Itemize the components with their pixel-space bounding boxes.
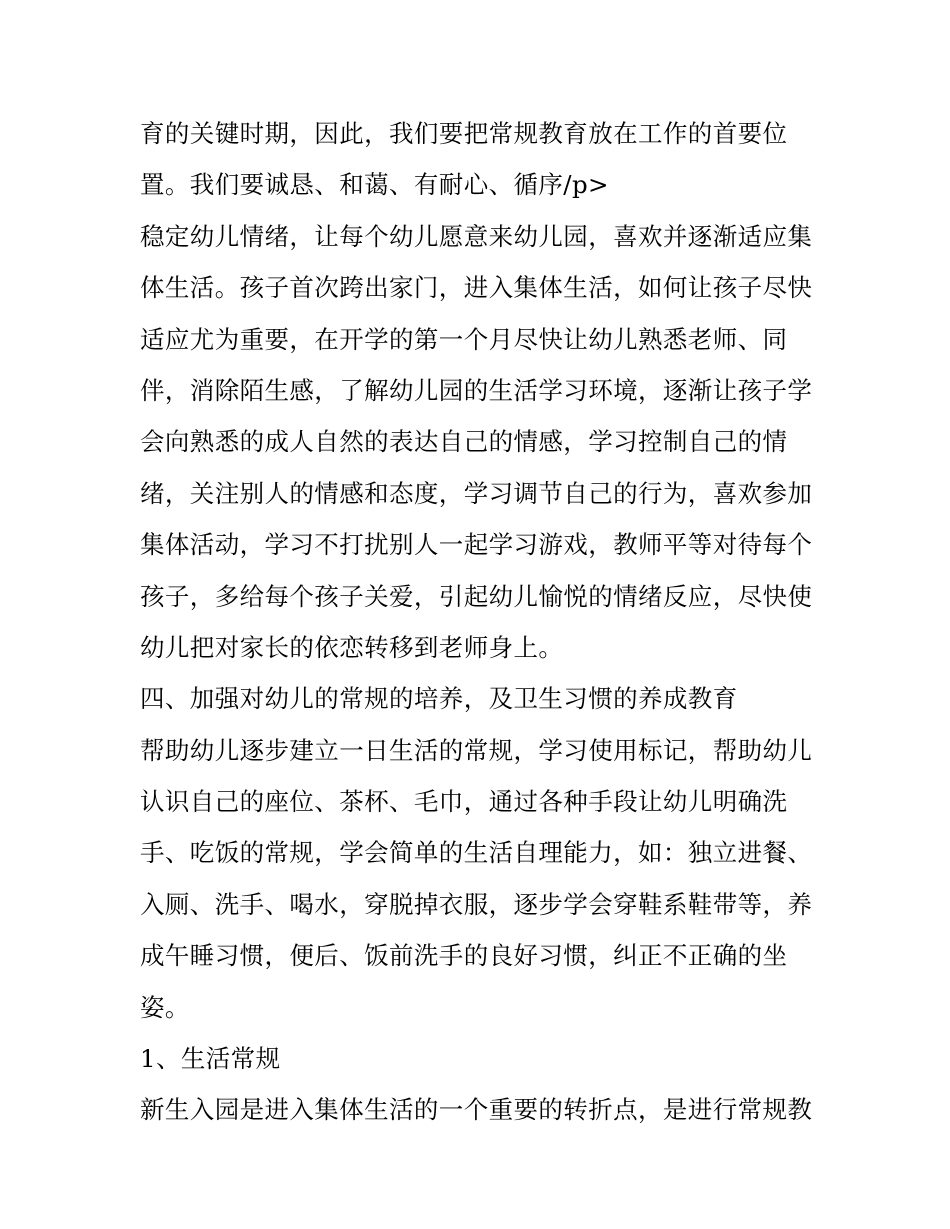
text-line: 成午睡习惯，便后、饭前洗手的良好习惯，纠正不正确的坐 xyxy=(140,941,788,971)
text-line: 帮助幼儿逐步建立一日生活的常规，学习使用标记，帮助幼儿 xyxy=(140,735,813,765)
section-heading: 四、加强对幼儿的常规的培养，及卫生习惯的养成教育 xyxy=(140,684,738,714)
text-line: 育的关键时期，因此，我们要把常规教育放在工作的首要位 xyxy=(140,119,788,148)
text-line: 入厕、洗手、喝水，穿脱掉衣服，逐步学会穿鞋系鞋带等，养 xyxy=(140,889,813,919)
text-line: 手、吃饭的常规，学会简单的生活自理能力，如：独立进餐、 xyxy=(140,838,813,868)
text-line: 认识自己的座位、茶杯、毛巾，通过各种手段让幼儿明确洗 xyxy=(140,787,788,817)
text-line: 幼儿把对家长的依恋转移到老师身上。 xyxy=(140,632,564,662)
text-line: 孩子，多给每个孩子关爱，引起幼儿愉悦的情绪反应，尽快使 xyxy=(140,581,813,611)
text-line: 体生活。孩子首次跨出家门，进入集体生活，如何让孩子尽快 xyxy=(140,273,813,303)
text-line: 置。我们要诚恳、和蔼、有耐心、循序/p> xyxy=(140,170,609,200)
text-line: 集体活动，学习不打扰别人一起学习游戏，教师平等对待每个 xyxy=(140,530,813,560)
text-line: 姿。 xyxy=(140,992,190,1022)
text-line: 伴，消除陌生感，了解幼儿园的生活学习环境，逐渐让孩子学 xyxy=(140,375,813,405)
text-line: 稳定幼儿情绪，让每个幼儿愿意来幼儿园，喜欢并逐渐适应集 xyxy=(140,221,813,251)
text-line: 适应尤为重要，在开学的第一个月尽快让幼儿熟悉老师、同 xyxy=(140,324,788,354)
text-line: 绪，关注别人的情感和态度，学习调节自己的行为，喜欢参加 xyxy=(140,478,813,508)
text-line: 新生入园是进入集体生活的一个重要的转折点，是进行常规教 xyxy=(140,1095,813,1125)
subsection-heading: 1、生活常规 xyxy=(140,1044,281,1074)
document-body xyxy=(140,108,820,1136)
text-line: 会向熟悉的成人自然的表达自己的情感，学习控制自己的情 xyxy=(140,427,788,457)
